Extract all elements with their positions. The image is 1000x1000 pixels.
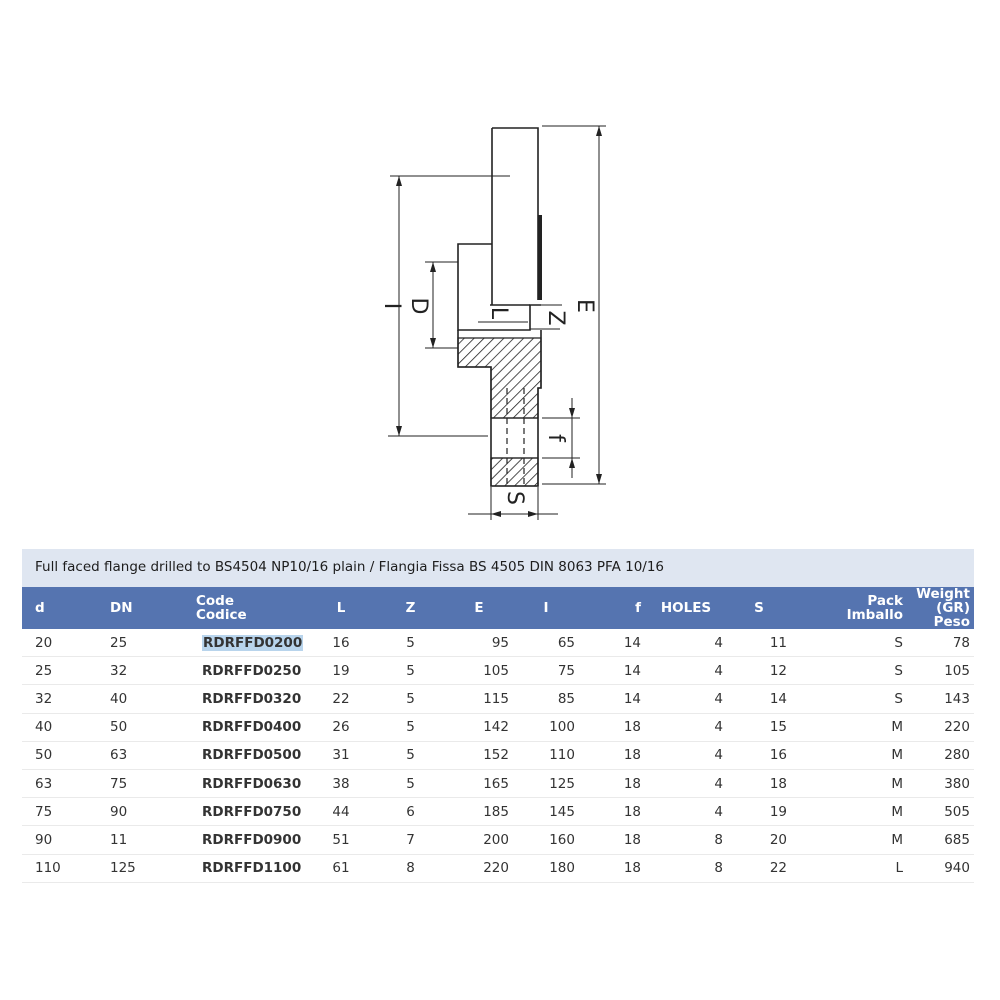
table-row bbox=[22, 769, 974, 797]
cell-e: 152 bbox=[445, 741, 513, 769]
col-header-weight-en: Weight (GR) bbox=[916, 586, 970, 616]
flange-technical-drawing bbox=[360, 110, 620, 530]
table-row bbox=[22, 798, 974, 826]
cell-code bbox=[192, 826, 306, 854]
cell-s: 20 bbox=[727, 826, 791, 854]
dim-label-l: L bbox=[486, 306, 511, 320]
cell-code bbox=[192, 741, 306, 769]
dim-label-f: f bbox=[543, 434, 568, 442]
cell-weight: 940 bbox=[907, 854, 974, 882]
hatched-section bbox=[458, 338, 541, 486]
col-header-dn: DN bbox=[110, 600, 133, 616]
cell-holes: 4 bbox=[645, 769, 727, 797]
col-header-f: f bbox=[635, 600, 641, 616]
product-code-link[interactable]: RDRFFD0500 bbox=[202, 747, 302, 764]
cell-e: 142 bbox=[445, 713, 513, 741]
cell-dn: 32 bbox=[106, 657, 192, 685]
cell-s: 16 bbox=[727, 741, 791, 769]
cell-i: 110 bbox=[513, 741, 579, 769]
cell-dn: 11 bbox=[106, 826, 192, 854]
cell-i: 145 bbox=[513, 798, 579, 826]
cell-d: 20 bbox=[22, 629, 106, 657]
cell-holes: 4 bbox=[645, 798, 727, 826]
cell-d: 40 bbox=[22, 713, 106, 741]
cell-f: 18 bbox=[579, 798, 645, 826]
cell-l: 19 bbox=[306, 657, 376, 685]
cell-code bbox=[192, 769, 306, 797]
cell-weight: 105 bbox=[907, 657, 974, 685]
dim-label-i: I bbox=[379, 302, 404, 310]
cell-code bbox=[192, 854, 306, 882]
cell-f: 18 bbox=[579, 713, 645, 741]
col-header-code bbox=[192, 587, 306, 629]
dim-label-z: Z bbox=[543, 310, 568, 326]
cell-s: 22 bbox=[727, 854, 791, 882]
cell-s: 12 bbox=[727, 657, 791, 685]
cell-l: 38 bbox=[306, 769, 376, 797]
dim-label-s: S bbox=[502, 491, 527, 505]
table-row bbox=[22, 629, 974, 657]
table-row bbox=[22, 713, 974, 741]
cell-i: 85 bbox=[513, 685, 579, 713]
cell-l: 22 bbox=[306, 685, 376, 713]
cell-l: 16 bbox=[306, 629, 376, 657]
cell-z: 5 bbox=[376, 657, 445, 685]
col-header-l: L bbox=[336, 600, 346, 616]
cell-dn: 75 bbox=[106, 769, 192, 797]
product-title: Full faced flange drilled to BS4504 NP10/16 plain / Flangia Fissa BS 4505 DIN 8063 PFA 10/16 bbox=[22, 549, 974, 587]
cell-d: 75 bbox=[22, 798, 106, 826]
product-code-link[interactable]: RDRFFD0630 bbox=[202, 775, 302, 792]
cell-e: 105 bbox=[445, 657, 513, 685]
cell-f: 18 bbox=[579, 854, 645, 882]
cell-pack: M bbox=[791, 826, 907, 854]
cell-code bbox=[192, 657, 306, 685]
cell-l: 61 bbox=[306, 854, 376, 882]
cell-i: 160 bbox=[513, 826, 579, 854]
col-header-e: E bbox=[474, 600, 484, 616]
cell-f: 18 bbox=[579, 769, 645, 797]
cell-e: 95 bbox=[445, 629, 513, 657]
table-header-row bbox=[22, 587, 974, 629]
cell-weight: 143 bbox=[907, 685, 974, 713]
cell-code bbox=[192, 629, 306, 657]
cell-l: 26 bbox=[306, 713, 376, 741]
table-row bbox=[22, 685, 974, 713]
cell-f: 18 bbox=[579, 826, 645, 854]
cell-l: 51 bbox=[306, 826, 376, 854]
product-code-link[interactable]: RDRFFD0900 bbox=[202, 831, 302, 848]
cell-pack: M bbox=[791, 798, 907, 826]
cell-d: 50 bbox=[22, 741, 106, 769]
cell-weight: 505 bbox=[907, 798, 974, 826]
cell-holes: 4 bbox=[645, 685, 727, 713]
cell-code bbox=[192, 713, 306, 741]
cell-holes: 4 bbox=[645, 713, 727, 741]
cell-holes: 4 bbox=[645, 629, 727, 657]
col-header-pack bbox=[791, 587, 907, 629]
cell-z: 8 bbox=[376, 854, 445, 882]
cell-z: 5 bbox=[376, 741, 445, 769]
table-row bbox=[22, 854, 974, 882]
table-row bbox=[22, 657, 974, 685]
table-row bbox=[22, 826, 974, 854]
col-header-i: I bbox=[543, 600, 549, 616]
dim-label-d: D bbox=[406, 297, 431, 315]
table-row bbox=[22, 741, 974, 769]
cell-pack: S bbox=[791, 657, 907, 685]
cell-holes: 8 bbox=[645, 826, 727, 854]
cell-d: 63 bbox=[22, 769, 106, 797]
cell-f: 14 bbox=[579, 657, 645, 685]
col-header-weight-it: Peso bbox=[933, 614, 970, 630]
cell-l: 44 bbox=[306, 798, 376, 826]
product-code-link[interactable]: RDRFFD0320 bbox=[202, 690, 302, 707]
cell-pack: S bbox=[791, 629, 907, 657]
cell-z: 5 bbox=[376, 685, 445, 713]
cell-f: 14 bbox=[579, 685, 645, 713]
cell-s: 18 bbox=[727, 769, 791, 797]
cell-i: 125 bbox=[513, 769, 579, 797]
cell-weight: 220 bbox=[907, 713, 974, 741]
col-header-d: d bbox=[35, 600, 45, 616]
product-code-link[interactable]: RDRFFD0750 bbox=[202, 803, 302, 820]
cell-e: 185 bbox=[445, 798, 513, 826]
cell-weight: 78 bbox=[907, 629, 974, 657]
cell-z: 6 bbox=[376, 798, 445, 826]
cell-z: 5 bbox=[376, 769, 445, 797]
product-code-link[interactable]: RDRFFD0250 bbox=[202, 662, 302, 679]
cell-pack: S bbox=[791, 685, 907, 713]
flange-spec-table bbox=[22, 587, 974, 883]
col-header-s: S bbox=[754, 600, 764, 616]
product-code-link[interactable]: RDRFFD0400 bbox=[202, 719, 302, 736]
cell-pack: M bbox=[791, 769, 907, 797]
cell-weight: 380 bbox=[907, 769, 974, 797]
col-header-z: Z bbox=[405, 600, 416, 616]
cell-s: 14 bbox=[727, 685, 791, 713]
cell-s: 19 bbox=[727, 798, 791, 826]
cell-holes: 4 bbox=[645, 657, 727, 685]
cell-pack: M bbox=[791, 741, 907, 769]
col-header-code-it: Codice bbox=[196, 607, 247, 623]
cell-weight: 280 bbox=[907, 741, 974, 769]
col-header-code-en: Code bbox=[196, 593, 235, 609]
product-code-link[interactable]: RDRFFD1100 bbox=[202, 860, 302, 877]
cell-dn: 90 bbox=[106, 798, 192, 826]
cell-d: 110 bbox=[22, 854, 106, 882]
table-body bbox=[22, 629, 974, 882]
col-header-holes: HOLES bbox=[660, 600, 712, 616]
cell-pack: M bbox=[791, 713, 907, 741]
cell-e: 220 bbox=[445, 854, 513, 882]
cell-holes: 8 bbox=[645, 854, 727, 882]
cell-e: 200 bbox=[445, 826, 513, 854]
cell-code bbox=[192, 798, 306, 826]
cell-weight: 685 bbox=[907, 826, 974, 854]
cell-pack: L bbox=[791, 854, 907, 882]
col-header-pack-en: Pack bbox=[867, 593, 903, 609]
cell-i: 75 bbox=[513, 657, 579, 685]
cell-dn: 125 bbox=[106, 854, 192, 882]
cell-i: 100 bbox=[513, 713, 579, 741]
cell-d: 25 bbox=[22, 657, 106, 685]
cell-s: 11 bbox=[727, 629, 791, 657]
cell-e: 165 bbox=[445, 769, 513, 797]
col-header-weight bbox=[907, 587, 974, 629]
cell-z: 5 bbox=[376, 629, 445, 657]
cell-f: 14 bbox=[579, 629, 645, 657]
cell-i: 180 bbox=[513, 854, 579, 882]
cell-f: 18 bbox=[579, 741, 645, 769]
cell-e: 115 bbox=[445, 685, 513, 713]
cell-d: 32 bbox=[22, 685, 106, 713]
cell-dn: 50 bbox=[106, 713, 192, 741]
cell-z: 5 bbox=[376, 713, 445, 741]
cell-l: 31 bbox=[306, 741, 376, 769]
dim-label-e: E bbox=[572, 299, 597, 313]
product-code-link[interactable]: RDRFFD0200 bbox=[203, 634, 303, 651]
cell-dn: 25 bbox=[106, 629, 192, 657]
col-header-pack-it: Imballo bbox=[846, 607, 903, 623]
cell-dn: 63 bbox=[106, 741, 192, 769]
cell-s: 15 bbox=[727, 713, 791, 741]
cell-holes: 4 bbox=[645, 741, 727, 769]
cell-d: 90 bbox=[22, 826, 106, 854]
cell-i: 65 bbox=[513, 629, 579, 657]
cell-dn: 40 bbox=[106, 685, 192, 713]
cell-z: 7 bbox=[376, 826, 445, 854]
cell-code bbox=[192, 685, 306, 713]
